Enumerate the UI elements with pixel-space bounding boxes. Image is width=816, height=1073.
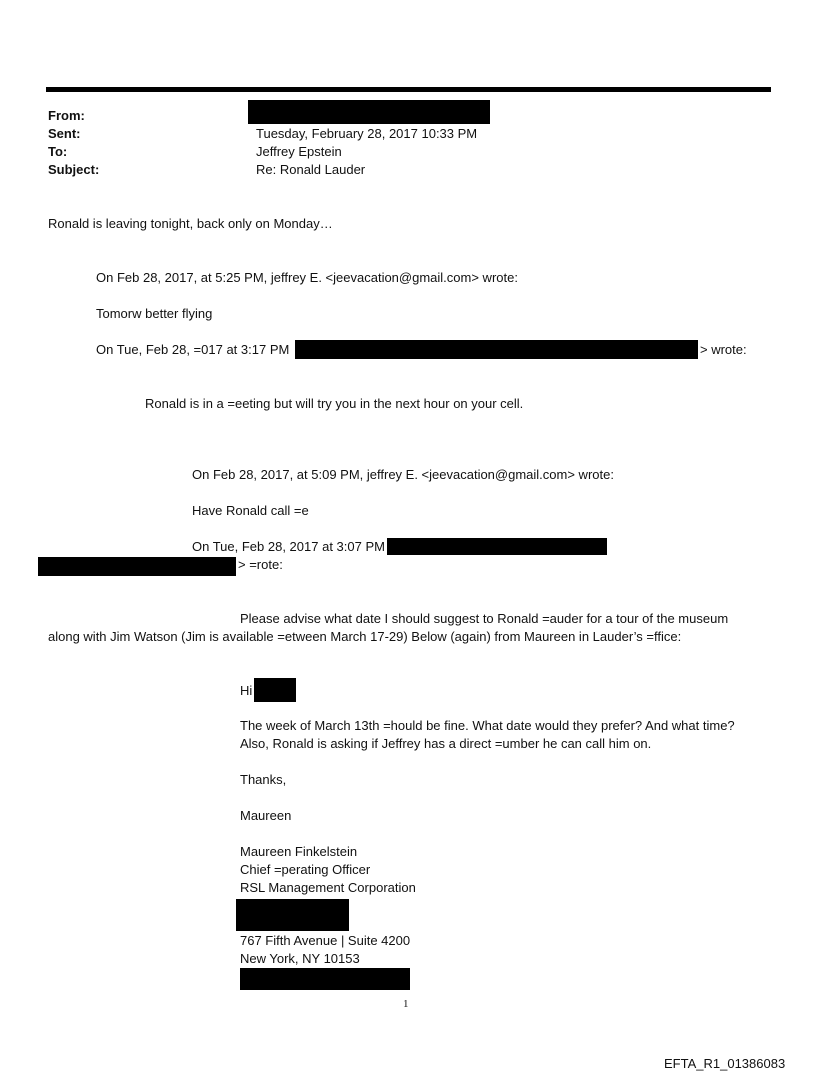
redacted-email [38, 557, 236, 576]
signature-title: Chief =perating Officer [240, 862, 371, 877]
subject-label: Subject: [48, 162, 100, 177]
redacted-from [248, 100, 490, 124]
quote-text: Have Ronald call =e [192, 503, 309, 518]
quote-header-end: > wrote: [700, 342, 747, 357]
quote-paragraph-line: along with Jim Watson (Jim is available =etween March 17-29) Below (again) from Maureen in Lauder’s =ffice: [48, 629, 682, 644]
quote-text: Ronald is in a =eeting but will try you in the next hour on your cell. [145, 396, 524, 411]
quote-header: On Feb 28, 2017, at 5:09 PM, jeffrey E. <jeevacation@gmail.com> wrote: [192, 467, 614, 482]
closing: Thanks, [240, 772, 287, 787]
to-label: To: [48, 144, 68, 159]
redacted-email [295, 340, 698, 359]
redacted-contact [240, 968, 410, 990]
from-label: From: [48, 108, 85, 123]
quote-header: On Tue, Feb 28, =017 at 3:17 PM [96, 342, 290, 357]
signature-address: 767 Fifth Avenue | Suite 4200 [240, 933, 411, 948]
signature-address: New York, NY 10153 [240, 951, 360, 966]
redacted-email [387, 538, 607, 555]
quote-header-end: > =rote: [238, 557, 283, 572]
quote-header: On Tue, Feb 28, 2017 at 3:07 PM [192, 539, 385, 554]
sent-value: Tuesday, February 28, 2017 10:33 PM [256, 126, 478, 141]
sent-label: Sent: [48, 126, 81, 141]
signature-name: Maureen Finkelstein [240, 844, 358, 859]
body-line: Ronald is leaving tonight, back only on Monday… [48, 216, 333, 231]
redacted-name [254, 678, 296, 702]
subject-value: Re: Ronald Lauder [256, 162, 366, 177]
quote-text: Tomorw better flying [96, 306, 213, 321]
quote-header: On Feb 28, 2017, at 5:25 PM, jeffrey E. <jeevacation@gmail.com> wrote: [96, 270, 518, 285]
signature-company: RSL Management Corporation [240, 880, 416, 895]
quote-paragraph-line: Please advise what date I should suggest to Ronald =auder for a tour of the museum [240, 611, 729, 626]
message-line: The week of March 13th =hould be fine. What date would they prefer? And what time? [240, 718, 735, 733]
header-rule [46, 87, 771, 92]
to-value: Jeffrey Epstein [256, 144, 342, 159]
greeting: Hi [240, 683, 253, 698]
bates-number: EFTA_R1_01386083 [664, 1056, 786, 1071]
redacted-contact [236, 899, 349, 931]
message-line: Also, Ronald is asking if Jeffrey has a direct =umber he can call him on. [240, 736, 652, 751]
sign-name: Maureen [240, 808, 292, 823]
page-number: 1 [403, 998, 409, 1010]
